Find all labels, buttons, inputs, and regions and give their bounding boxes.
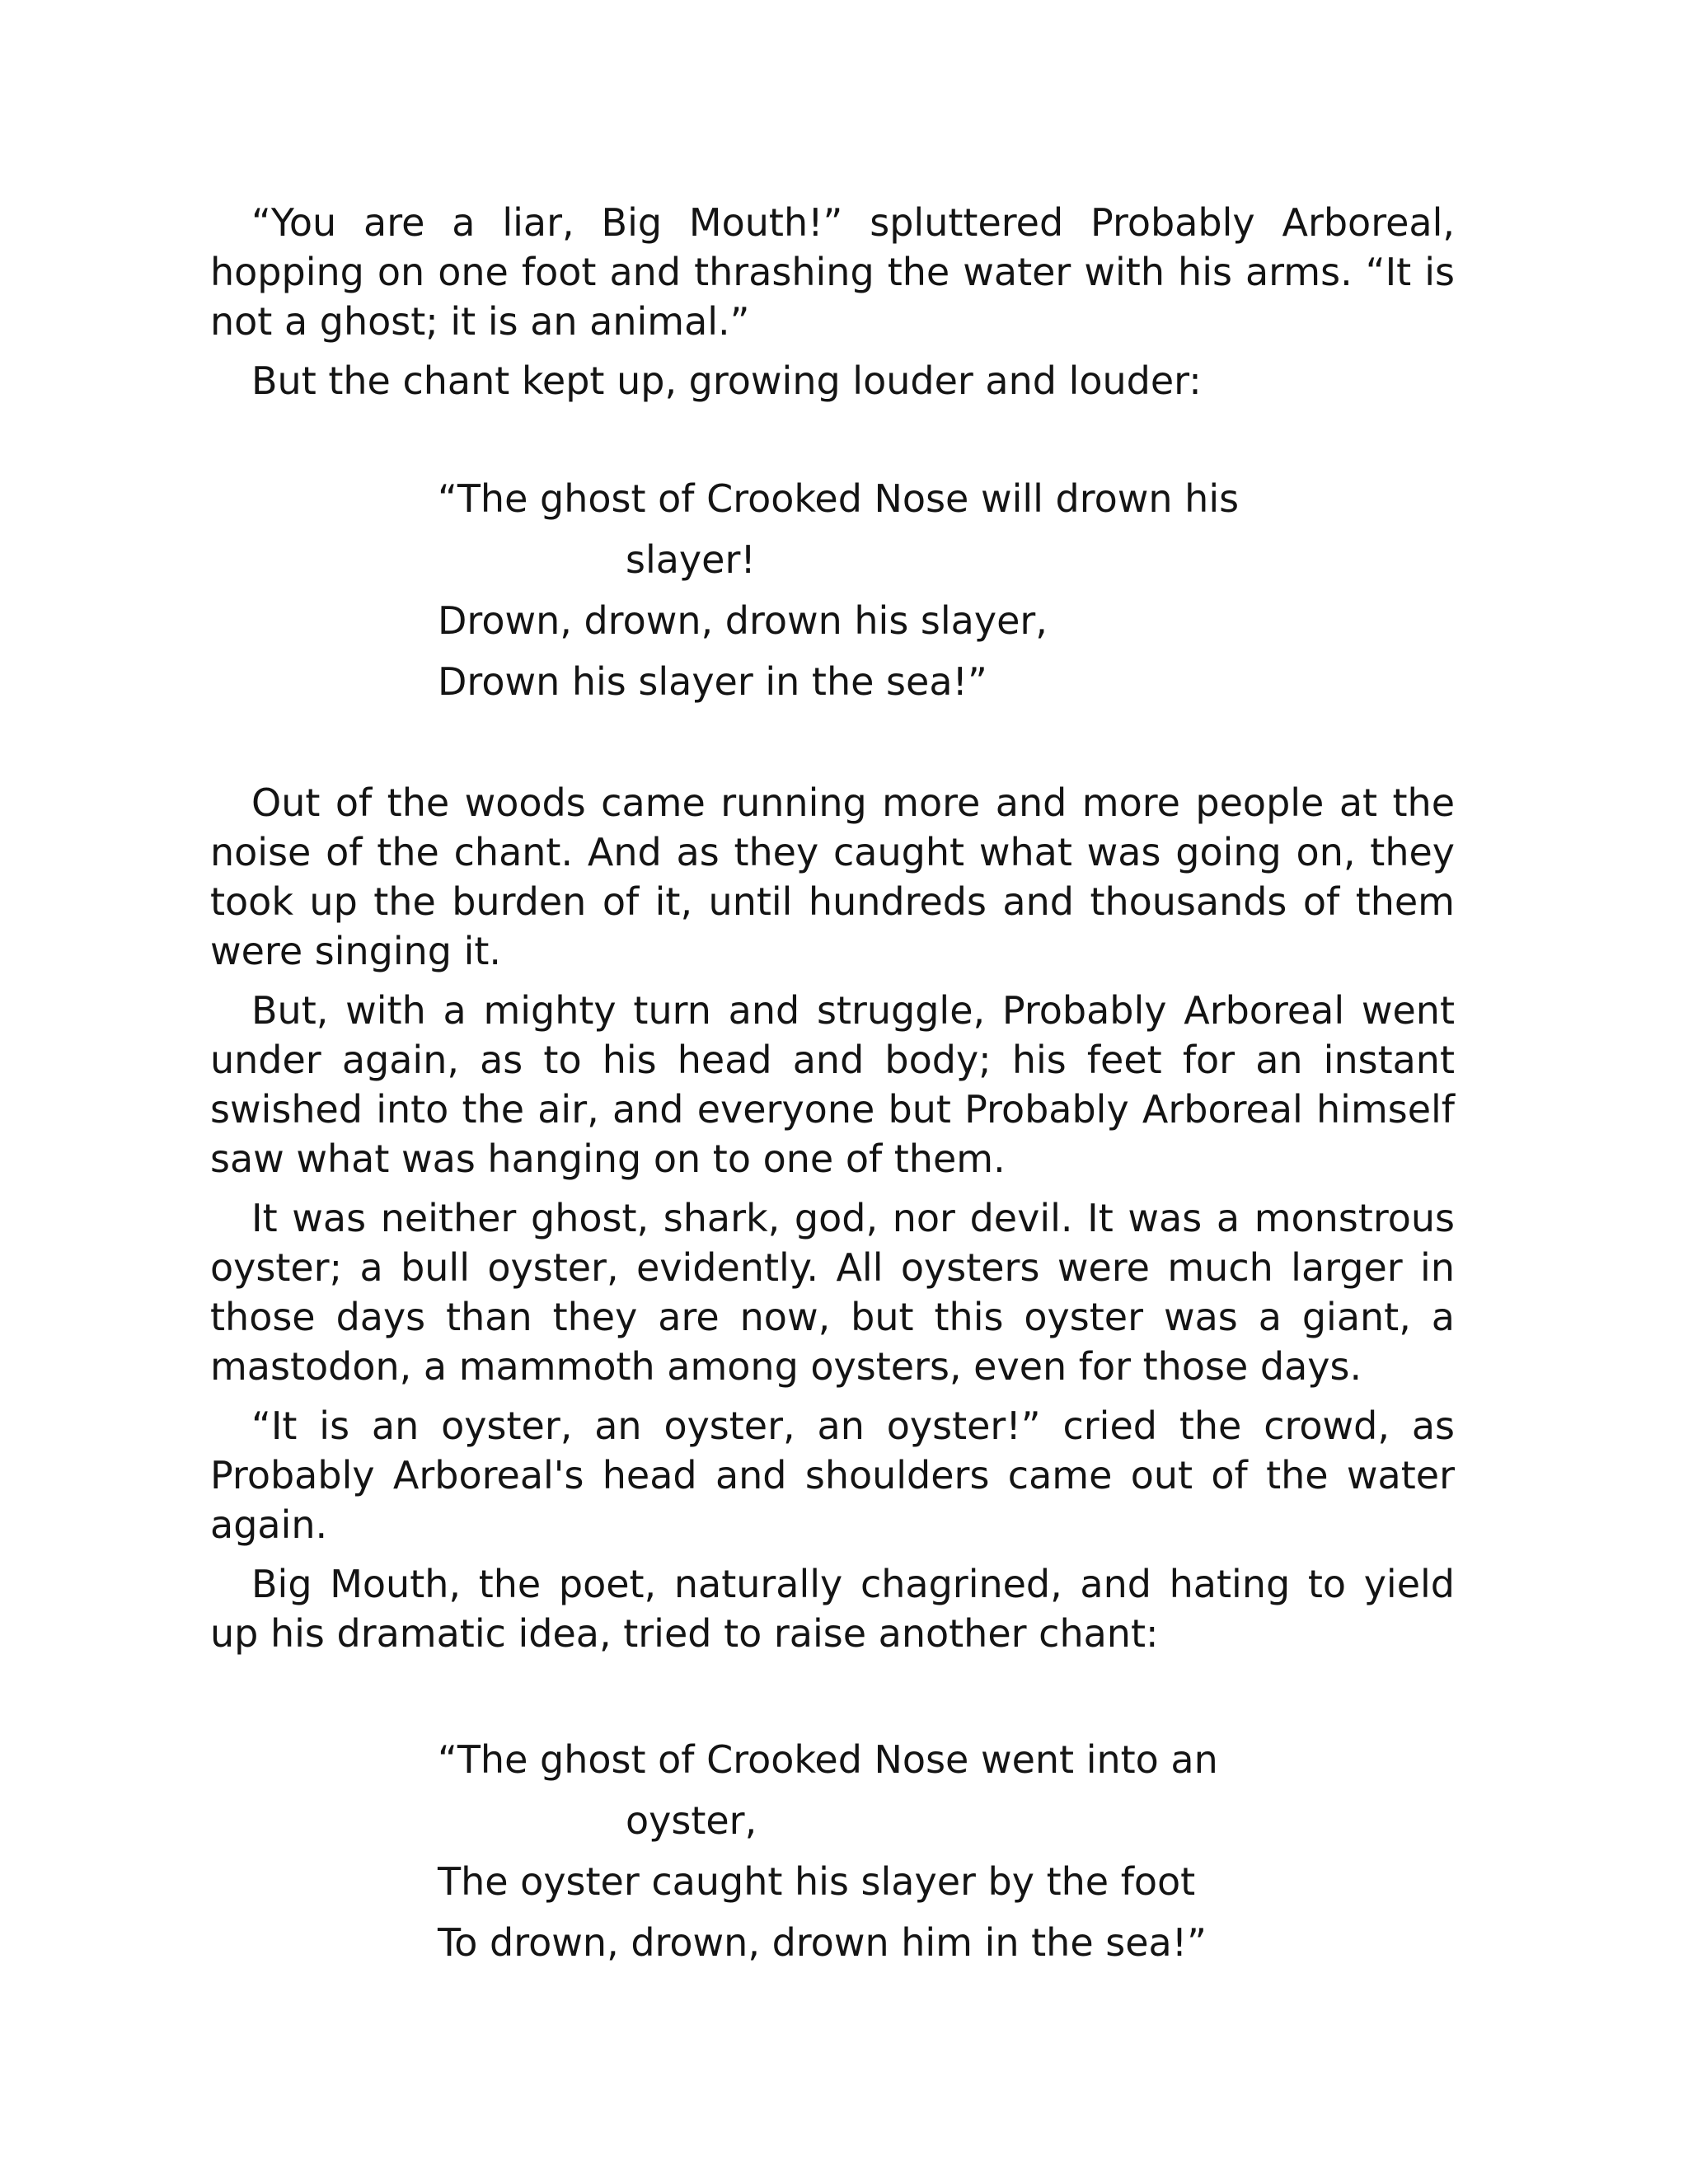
- paragraph-big-mouth: Big Mouth, the poet, naturally chagrined, and hating to yield up his dramatic idea, tried to raise another chant:: [210, 1562, 1455, 1656]
- verse-line: “The ghost of Crooked Nose will drown his: [438, 476, 1240, 521]
- verse-line-continuation: oyster,: [626, 1798, 757, 1843]
- paragraph-struggle: But, with a mighty turn and struggle, Probably Arboreal went under again, as to his head and body; his feet for an instant swished into the air, and everyone but Probably Arboreal himself saw what was hanging on to one of them.: [210, 988, 1455, 1181]
- verse-line: Drown his slayer in the sea!”: [438, 659, 987, 704]
- verse-line-continuation: slayer!: [626, 537, 756, 582]
- document-page: [210, 198, 1455, 1973]
- paragraph-crowd-cry: “It is an oyster, an oyster, an oyster!” cried the crowd, as Probably Arboreal's head and shoulders came out of the water again.: [210, 1404, 1455, 1547]
- verse-line: Drown, drown, drown his slayer,: [438, 598, 1048, 643]
- paragraph-oyster-description: It was neither ghost, shark, god, nor devil. It was a monstrous oyster; a bull oyster, evidently. All oysters were much larger in those days than they are now, but this oyster was a giant, a mastodon, a mammoth among oysters, even for those days.: [210, 1196, 1455, 1389]
- paragraph-woods: Out of the woods came running more and more people at the noise of the chant. And as they caught what was going on, they took up the burden of it, until hundreds and thousands of them were singing it.: [210, 780, 1455, 973]
- paragraph-chant-kept-up: But the chant kept up, growing louder and louder:: [251, 359, 1202, 403]
- verse-line: To drown, drown, drown him in the sea!”: [438, 1920, 1207, 1965]
- verse-oyster: [438, 1729, 1455, 1973]
- verse-line: “The ghost of Crooked Nose went into an: [438, 1737, 1218, 1782]
- paragraph-liar: “You are a liar, Big Mouth!” spluttered Probably Arboreal, hopping on one foot and thrashing the water with his arms. “It is not a ghost; it is an animal.”: [210, 200, 1455, 344]
- verse-drown-slayer: [438, 468, 1455, 712]
- verse-line: The oyster caught his slayer by the foot: [438, 1859, 1196, 1904]
